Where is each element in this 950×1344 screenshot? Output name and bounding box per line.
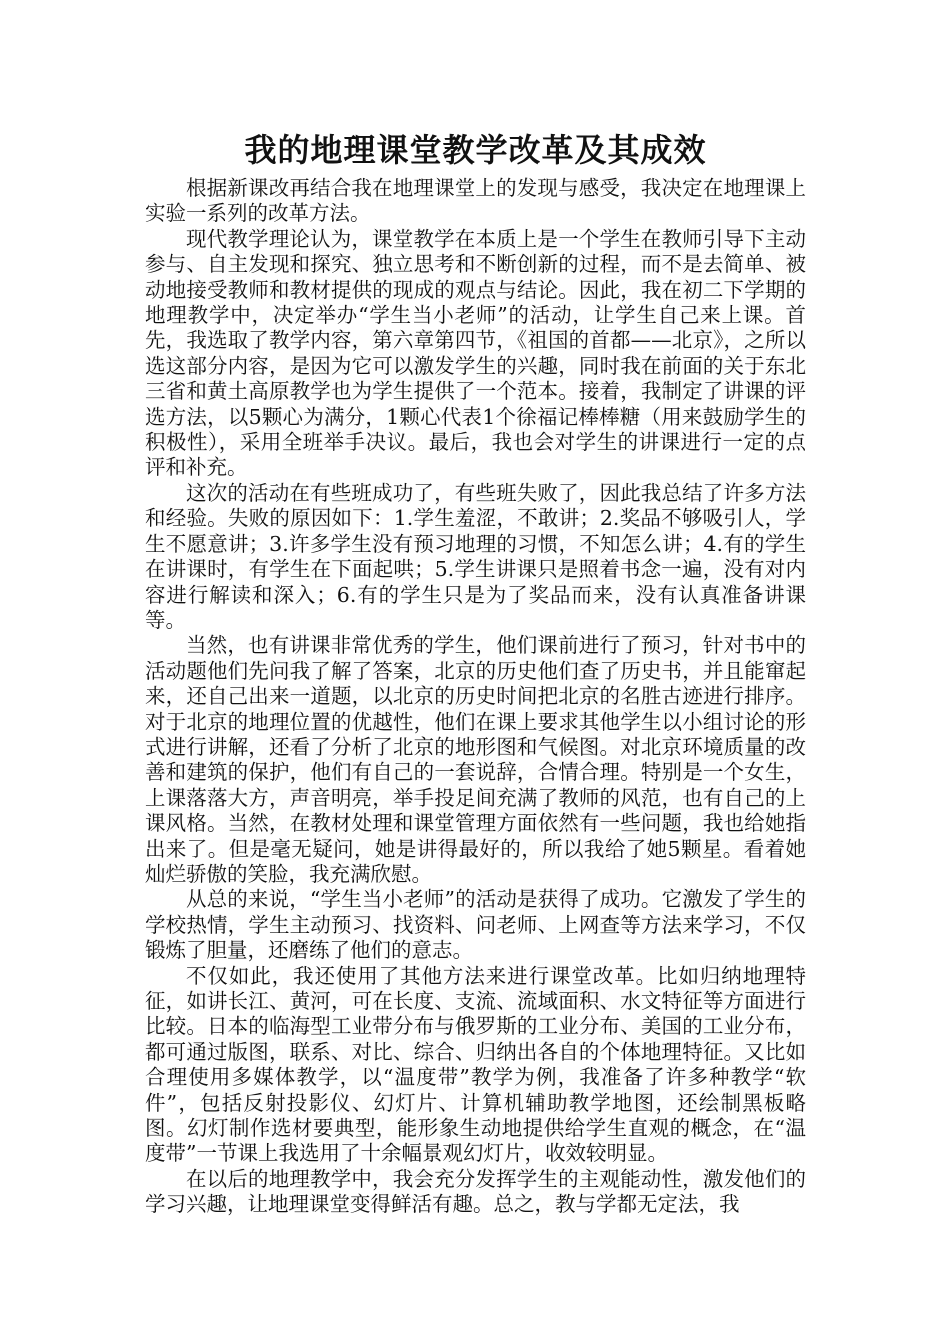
paragraph-4: 当然，也有讲课非常优秀的学生，他们课前进行了预习，针对书中的活动题他们先问我了解了答案，北京的历史他们查了历史书，并且能窜起来，还自己出来一道题，以北京的历史时间把北京的名胜古迹进行排序。对于北京的地理位置的优越性，他们在课上要求其他学生以小组讨论的形式进行讲解，还看了分析了北京的地形图和气候图。对北京环境质量的改善和建筑的保护，他们有自己的一套说辞，合情合理。特别是一个女生，上课落落大方，声音明亮，举手投足间充满了教师的风范，也有自己的上课风格。当然，在教材处理和课堂管理方面依然有一些问题，我也给她指出来了。但是毫无疑问，她是讲得最好的，所以我给了她5颗星。看着她灿烂骄傲的笑脸，我充满欣慰。 bbox=[145, 633, 806, 886]
document-title: 我的地理课堂教学改革及其成效 bbox=[244, 131, 707, 169]
paragraph-5: 从总的来说，“学生当小老师”的活动是获得了成功。它激发了学生的学校热情，学生主动预习、找资料、问老师、上网查等方法来学习，不仅锻炼了胆量，还磨练了他们的意志。 bbox=[145, 887, 806, 963]
paragraph-2: 现代教学理论认为，课堂教学在本质上是一个学生在教师引导下主动参与、自主发现和探究、独立思考和不断创新的过程，而不是去简单、被动地接受教师和教材提供的现成的观点与结论。因此，我在初二下学期的地理教学中，决定举办“学生当小老师”的活动，让学生自己来上课。首先，我选取了教学内容，第六章第四节，《祖国的首都——北京》，之所以选这部分内容，是因为它可以激发学生的兴趣，同时我在前面的关于东北三省和黄土高原教学也为学生提供了一个范本。接着，我制定了讲课的评选方法，以5颗心为满分，1颗心代表1个徐福记棒棒糖（用来鼓励学生的积极性），采用全班举手决议。最后，我也会对学生的讲课进行一定的点评和补充。 bbox=[145, 226, 806, 480]
paragraph-7: 在以后的地理教学中，我会充分发挥学生的主观能动性，激发他们的学习兴趣，让地理课堂变得鲜活有趣。总之，教与学都无定法，我 bbox=[145, 1166, 806, 1217]
paragraph-1: 根据新课改再结合我在地理课堂上的发现与感受，我决定在地理课上实验一系列的改革方法。 bbox=[145, 176, 806, 226]
paragraph-6: 不仅如此，我还使用了其他方法来进行课堂改革。比如归纳地理特征，如讲长江、黄河，可在长度、支流、流域面积、水文特征等方面进行比较。日本的临海型工业带分布与俄罗斯的工业分布、美国的工业分布，都可通过版图，联系、对比、综合、归纳出各自的个体地理特征。又比如合理使用多媒体教学，以“温度带”教学为例，我准备了许多种教学“软件”，包括反射投影仪、幻灯片、计算机辅助教学地图，还绘制黑板略图。幻灯制作选材要典型，能形象生动地提供给学生直观的概念，在“温度带”一节课上我选用了十余幅景观幻灯片，收效较明显。 bbox=[145, 963, 806, 1166]
paragraph-3: 这次的活动在有些班成功了，有些班失败了，因此我总结了许多方法和经验。失败的原因如下：1.学生羞涩，不敢讲；2.奖品不够吸引人，学生不愿意讲；3.许多学生没有预习地理的习惯，不知怎么讲；4.有的学生在讲课时，有学生在下面起哄；5.学生讲课只是照着书念一遍，没有对内容进行解读和深入；6.有的学生只是为了奖品而来，没有认真准备讲课等。 bbox=[145, 480, 806, 632]
document-page bbox=[145, 128, 806, 1218]
